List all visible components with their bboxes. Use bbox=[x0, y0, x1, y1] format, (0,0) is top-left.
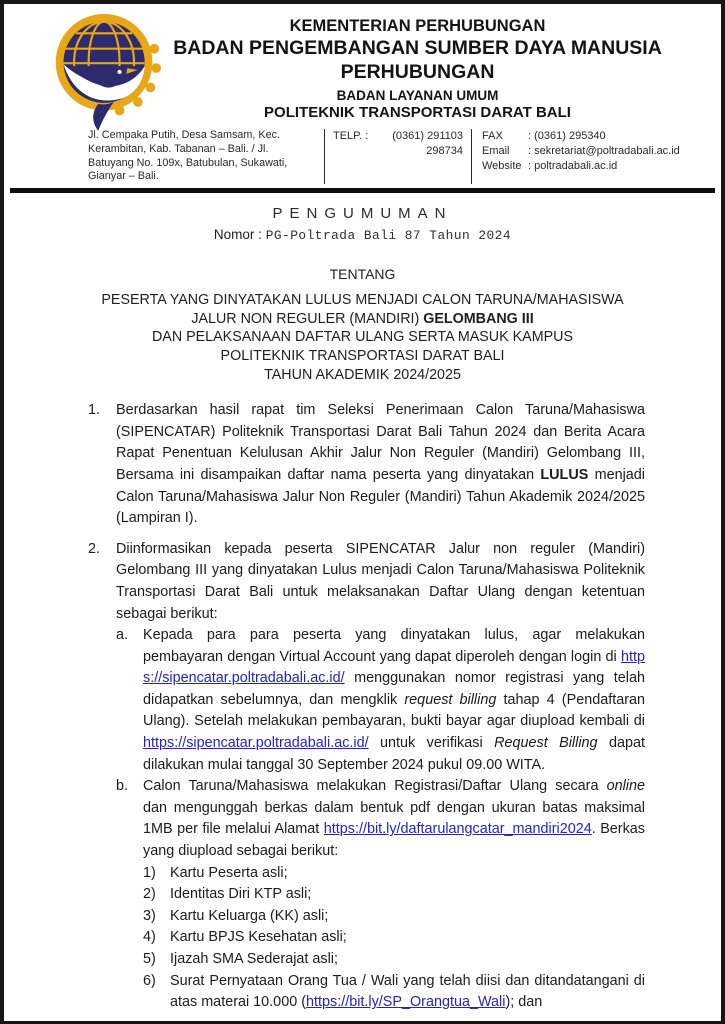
fax-number: : (0361) 295340 bbox=[528, 130, 606, 142]
document-list-row bbox=[143, 971, 645, 1014]
fax-email-block bbox=[472, 129, 707, 184]
row-number: 4) bbox=[143, 929, 156, 946]
fax-label: FAX bbox=[482, 130, 503, 142]
subject-line: POLITEKNIK TRANSPORTASI DARAT BALI bbox=[220, 347, 505, 364]
sub-item-letter: b. bbox=[116, 778, 129, 795]
row-text: Kartu Peserta asli; bbox=[170, 864, 288, 881]
hyperlink[interactable]: https://sipencatar.poltradabali.ac.id/ bbox=[143, 735, 369, 752]
subject-block bbox=[4, 291, 721, 384]
row-text: Surat Pernyataan Orang Tua / Wali yang telah diisi dan ditandatangani di atas materai 10.000 (https://bit.ly/SP_Orangtua_Wali); dan bbox=[170, 972, 645, 1011]
row-text: Kartu BPJS Kesehatan asli; bbox=[170, 929, 347, 946]
subject-line: JALUR NON REGULER (MANDIRI) GELOMBANG III bbox=[191, 310, 534, 327]
letterhead-divider bbox=[10, 188, 715, 193]
subject-line: PESERTA YANG DINYATAKAN LULUS MENJADI CALON TARUNA/MAHASISWA bbox=[101, 292, 624, 309]
list-item-number: 1. bbox=[88, 402, 101, 419]
row-text: Identitas Diri KTP asli; bbox=[170, 886, 312, 903]
ministry-transportation-logo-icon bbox=[48, 8, 164, 132]
phone-block bbox=[324, 129, 472, 184]
phone-label: TELP. : bbox=[333, 130, 369, 142]
hyperlink[interactable]: https://sipencatar.poltradabali.ac.id/ bbox=[143, 648, 645, 687]
hyperlink[interactable]: https://bit.ly/SP_Orangtua_Wali bbox=[306, 994, 506, 1011]
agency-name-line1: BADAN PENGEMBANGAN SUMBER DAYA MANUSIA bbox=[173, 37, 662, 59]
sub-item-letter: a. bbox=[116, 627, 129, 644]
announcement-heading: PENGUMUMAN bbox=[272, 205, 453, 223]
list-item-1 bbox=[88, 400, 645, 530]
website-value: : poltradabali.ac.id bbox=[528, 160, 618, 172]
email-value: : sekretariat@poltradabali.ac.id bbox=[528, 145, 680, 157]
row-number: 5) bbox=[143, 951, 156, 967]
document-list-row bbox=[143, 906, 645, 928]
list-item-number: 2. bbox=[88, 540, 101, 557]
row-text: Ijazah SMA Sederajat asli; bbox=[170, 951, 338, 967]
email-label: Email bbox=[482, 145, 510, 157]
document-list-row bbox=[143, 863, 645, 885]
subject-line: DAN PELAKSANAAN DAFTAR ULANG SERTA MASUK KAMPUS bbox=[151, 329, 574, 346]
website-label: Website bbox=[482, 160, 522, 172]
sub-item-b bbox=[116, 776, 645, 1014]
announcement-title-block bbox=[4, 205, 721, 384]
hyperlink[interactable]: https://bit.ly/daftarulangcatar_mandiri2024 bbox=[323, 821, 592, 838]
letterhead-titles bbox=[156, 12, 679, 122]
row-number: 3) bbox=[143, 907, 156, 924]
agency-name-line2: PERHUBUNGAN bbox=[340, 61, 495, 83]
document-list-row bbox=[143, 927, 645, 949]
address-text: Jl. Cempaka Putih, Desa Samsam, Kec. Kerambitan, Kab. Tabanan – Bali. / Jl. Batuyang No. 109x, Batubulan, Sukawati, Gianyar – Bali. bbox=[88, 129, 288, 183]
document-list-row bbox=[143, 884, 645, 906]
contact-info-row bbox=[88, 129, 707, 188]
row-number: 2) bbox=[143, 886, 156, 903]
sub-item-a bbox=[116, 625, 645, 776]
subject-line: TAHUN AKADEMIK 2024/2025 bbox=[264, 366, 461, 383]
document-number-line bbox=[4, 227, 721, 243]
sub-item-text: Calon Taruna/Mahasiswa melakukan Registrasi/Daftar Ulang secara online dan mengunggah berkas dalam bentuk pdf dengan ukuran batas maksimal 1MB per file melalui Alamat https://bit.ly/daftarulangcatar_mandiri2024. Berkas yang diupload sebagai berikut: bbox=[143, 778, 645, 860]
letterhead bbox=[4, 4, 721, 188]
document-number-value: PG-Poltrada Bali 87 Tahun 2024 bbox=[265, 228, 512, 244]
sub-item-text: Kepada para para peserta yang dinyatakan lulus, agar melakukan pembayaran dengan Virtual Account yang dapat diperoleh dengan login di https://sipencatar.poltradabali.ac.id/ menggunakan nomor registrasi yang telah didapatkan sebelumnya, dan mengklik request billing tahap 4 (Pendaftaran Ulang). Setelah melakukan pembayaran, bukti bayar agar diupload kembali di https://sipencatar.poltradabali.ac.id/ untuk verifikasi Request Billing dapat dilakukan mulai tanggal 30 September 2024 pukul 09.00 WITA. bbox=[143, 627, 646, 773]
blu-label: BADAN LAYANAN UMUM bbox=[336, 88, 499, 103]
phone-number-1: (0361) 291103 bbox=[392, 130, 463, 142]
list-item-2 bbox=[88, 539, 645, 1014]
institution-name: POLITEKNIK TRANSPORTASI DARAT BALI bbox=[264, 104, 571, 121]
document-body bbox=[88, 400, 645, 1014]
row-text: Kartu Keluarga (KK) asli; bbox=[170, 907, 329, 924]
phone-number-2: 298734 bbox=[426, 145, 463, 157]
document-list-row bbox=[143, 949, 645, 971]
document-number-label: Nomor : bbox=[213, 227, 262, 243]
list-item-text: Berdasarkan hasil rapat tim Seleksi Penerimaan Calon Taruna/Mahasiswa (SIPENCATAR) Politeknik Transportasi Darat Bali Tahun 2024 dan Berita Acara Rapat Penentuan Kelulusan Akhir Jalur Non Reguler (Mandiri) Gelombang III, Bersama ini disampaikan daftar nama peserta yang dinyatakan LULUS menjadi Calon Taruna/Mahasiswa Jalur Non Reguler (Mandiri) Tahun Akademik 2024/2025 (Lampiran I). bbox=[116, 402, 645, 527]
ministry-name: KEMENTERIAN PERHUBUNGAN bbox=[289, 17, 546, 35]
row-number: 1) bbox=[143, 864, 156, 881]
tentang-label: TENTANG bbox=[329, 266, 396, 283]
row-number: 6) bbox=[143, 972, 156, 989]
list-item-text: Diinformasikan kepada peserta SIPENCATAR Jalur non reguler (Mandiri) Gelombang III yang dinyatakan Lulus menjadi Calon Taruna/Mahasiswa Politeknik Transportasi Darat Bali untuk melaksanakan Daftar Ulang dengan ketentuan sebagai berikut: bbox=[116, 540, 645, 622]
